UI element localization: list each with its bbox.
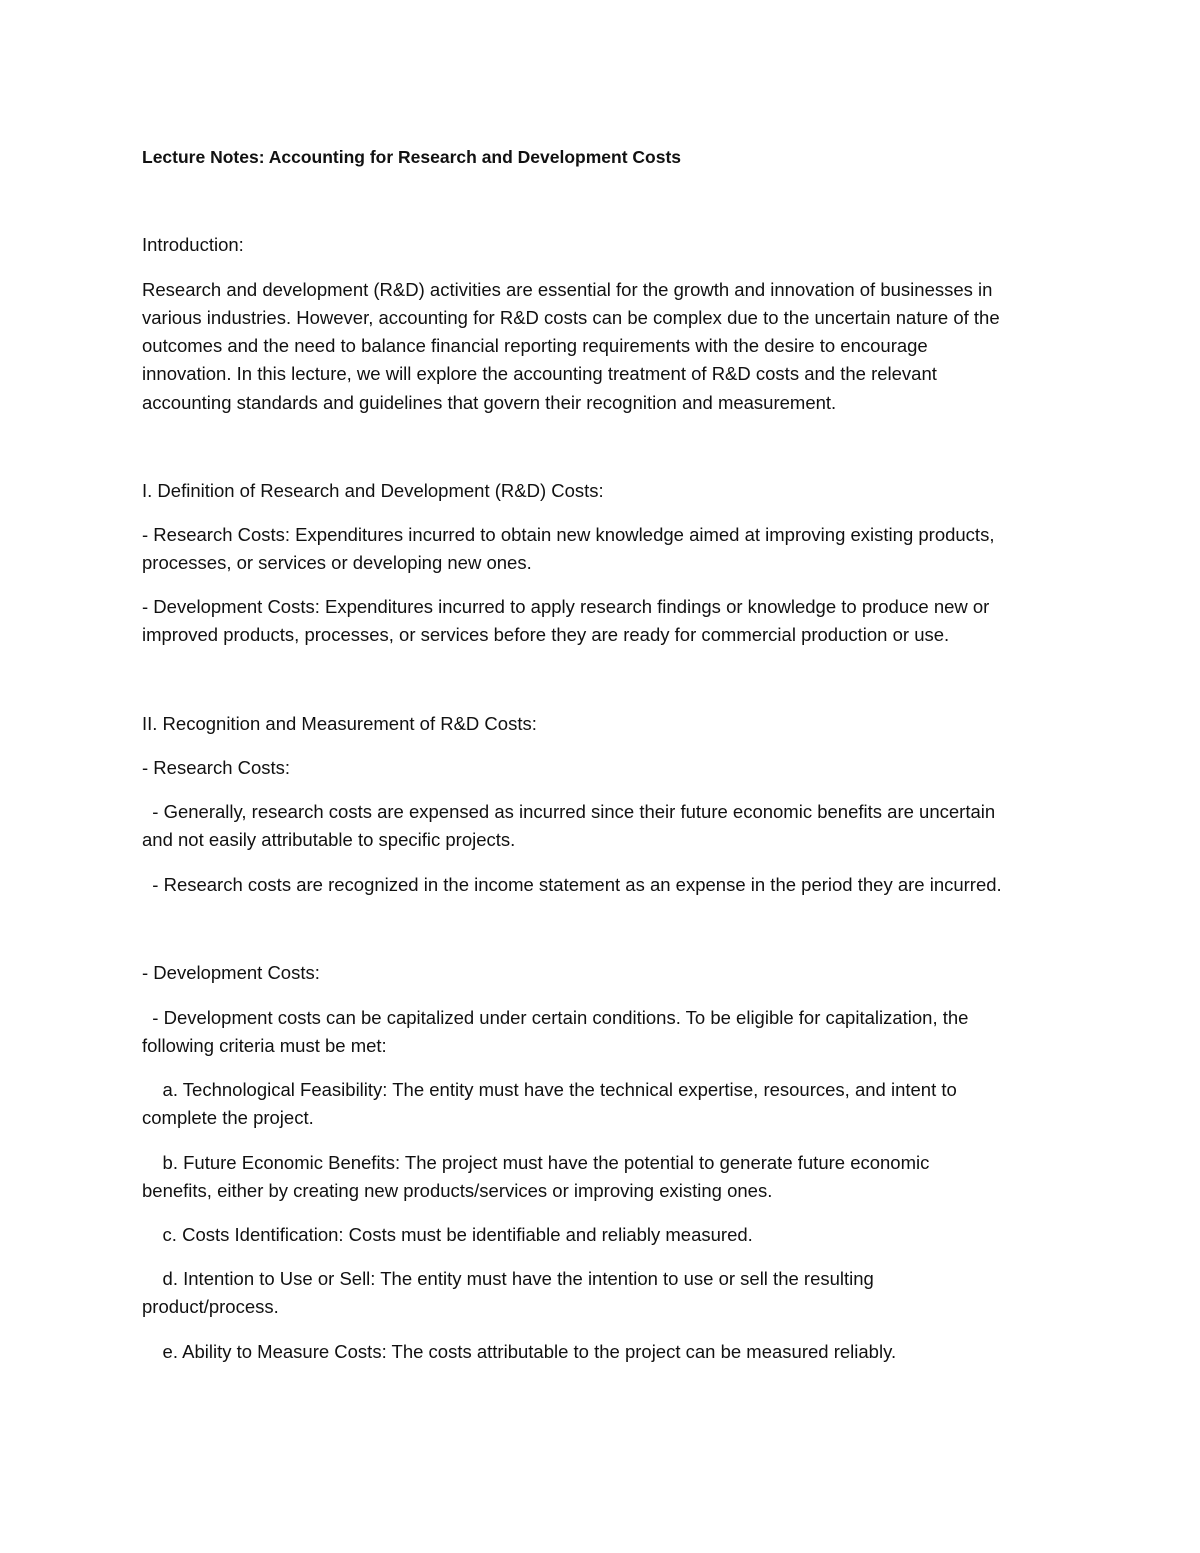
section1-heading: I. Definition of Research and Development (R&D) Costs: [142,480,604,501]
development-costs-definition: - Development Costs: Expenditures incurred to apply research findings or knowledge to produce new or [142,596,990,617]
criterion-d: product/process. [142,1296,279,1317]
document-title: Lecture Notes: Accounting for Research and Development Costs [142,147,682,167]
introduction-heading: Introduction: [142,234,244,255]
introduction-line: outcomes and the need to balance financial reporting requirements with the desire to encourage [142,335,928,356]
development-costs-definition: improved products, processes, or services before they are ready for commercial production or use. [142,624,950,645]
introduction-line: innovation. In this lecture, we will explore the accounting treatment of R&D costs and the relevant [142,363,937,384]
research-costs-definition: - Research Costs: Expenditures incurred to obtain new knowledge aimed at improving existing products, [142,524,995,545]
introduction-line: accounting standards and guidelines that govern their recognition and measurement. [142,392,837,413]
criterion-a: complete the project. [142,1107,314,1128]
criterion-e: e. Ability to Measure Costs: The costs attributable to the project can be measured reliably. [142,1341,897,1362]
section2-heading: II. Recognition and Measurement of R&D Costs: [142,713,537,734]
criterion-a: a. Technological Feasibility: The entity must have the technical expertise, resources, and intent to [142,1079,957,1100]
research-costs-point: and not easily attributable to specific projects. [142,829,516,850]
research-costs-heading: - Research Costs: [142,757,291,778]
development-costs-heading: - Development Costs: [142,962,320,983]
research-costs-definition: processes, or services or developing new ones. [142,552,532,573]
development-costs-point: - Development costs can be capitalized under certain conditions. To be eligible for capitalization, the [142,1007,969,1028]
research-costs-point: - Generally, research costs are expensed as incurred since their future economic benefits are uncertain [142,801,996,822]
criterion-b: b. Future Economic Benefits: The project must have the potential to generate future economic [142,1152,930,1173]
development-costs-point: following criteria must be met: [142,1035,387,1056]
criterion-d: d. Intention to Use or Sell: The entity must have the intention to use or sell the resulting [142,1268,874,1289]
introduction-line: Research and development (R&D) activities are essential for the growth and innovation of businesses in [142,279,993,300]
introduction-line: various industries. However, accounting for R&D costs can be complex due to the uncertain nature of the [142,307,1000,328]
research-costs-point: - Research costs are recognized in the income statement as an expense in the period they are incurred. [142,874,1002,895]
criterion-b: benefits, either by creating new products/services or improving existing ones. [142,1180,773,1201]
criterion-c: c. Costs Identification: Costs must be identifiable and reliably measured. [142,1224,753,1245]
